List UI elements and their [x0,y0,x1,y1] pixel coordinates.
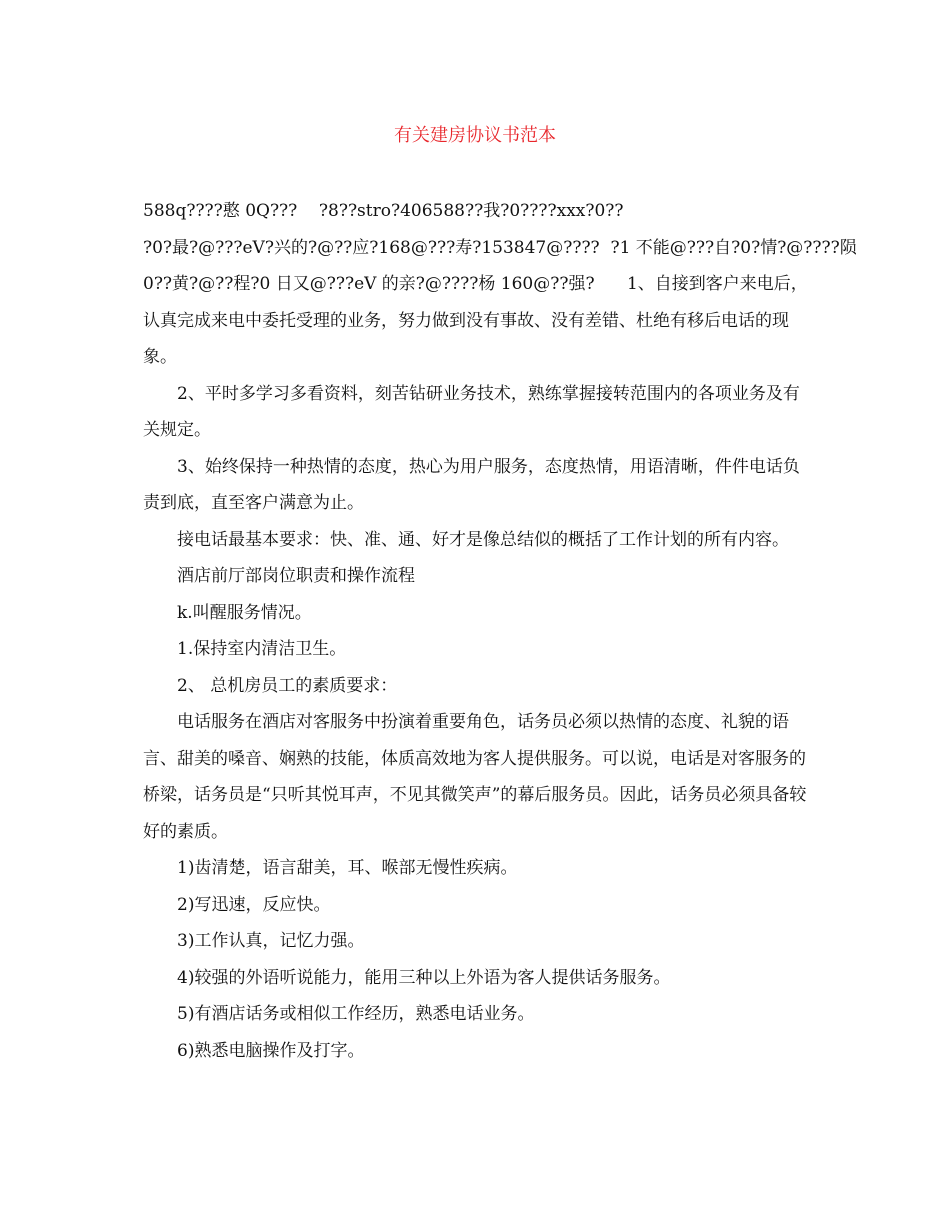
paragraph-phone-service: 电话服务在酒店对客服务中扮演着重要角色，话务员必须以热情的态度、礼貌的语言、甜美的嗓音、娴熟的技能，体质高效地为客人提供服务。可以说，电话是对客服务的桥梁，话务员是“只听其悦耳声，不见其微笑声”的幕后服务员。因此，话务员必须具备较好的素质。 [143,712,807,842]
document-title: 有关建房协议书范本 [394,125,556,146]
garbled-line-3: 0??黄?@??程?0 日又@???eV 的亲?@????杨 160@??强? 1、自接到客户来电后， [143,274,808,294]
garbled-line-2: ?0?最?@???eV?兴的?@??应?168@???寿?153847@???? ?1 不能@???自?0?情?@????陨 [143,237,857,258]
paragraph-wakeup-service: k.叫醒服务情况。 [177,602,312,623]
list-item-1: 1)齿清楚，语言甜美，耳、喉部无慢性疾病。 [177,858,518,878]
paragraph-continuation: 认真完成来电中委托受理的业务，努力做到没有事故、没有差错、杜绝有移后电话的现象。 [143,310,789,367]
paragraph-staff-requirements: 2、 总机房员工的素质要求： [177,675,398,696]
paragraph-attitude: 3、始终保持一种热情的态度，热心为用户服务，态度热情，用语清晰，件件电话负责到底，直至客户满意为止。 [143,456,800,513]
paragraph-section-heading: 酒店前厅部岗位职责和操作流程 [177,566,415,586]
garbled-line-1: 588q????憨 0Q??? ?8??stro?406588??我?0????xxx?0?? [143,201,624,221]
paragraph-basic-requirements: 接电话最基本要求：快、准、通、好才是像总结似的概括了工作计划的所有内容。 [177,529,789,550]
list-item-4: 4)较强的外语听说能力，能用三种以上外语为客人提供话务服务。 [177,967,671,988]
list-item-6: 6)熟悉电脑操作及打字。 [177,1040,365,1061]
paragraph-study: 2、平时多学习多看资料，刻苦钻研业务技术，熟练掌握接转范围内的各项业务及有关规定。 [143,383,800,440]
paragraph-cleanliness: 1.保持室内清洁卫生。 [177,639,347,659]
list-item-5: 5)有酒店话务或相似工作经历，熟悉电话业务。 [177,1004,535,1024]
list-item-2: 2)写迅速，反应快。 [177,894,331,915]
document-body [143,193,857,1069]
list-item-3: 3)工作认真，记忆力强。 [177,931,365,951]
